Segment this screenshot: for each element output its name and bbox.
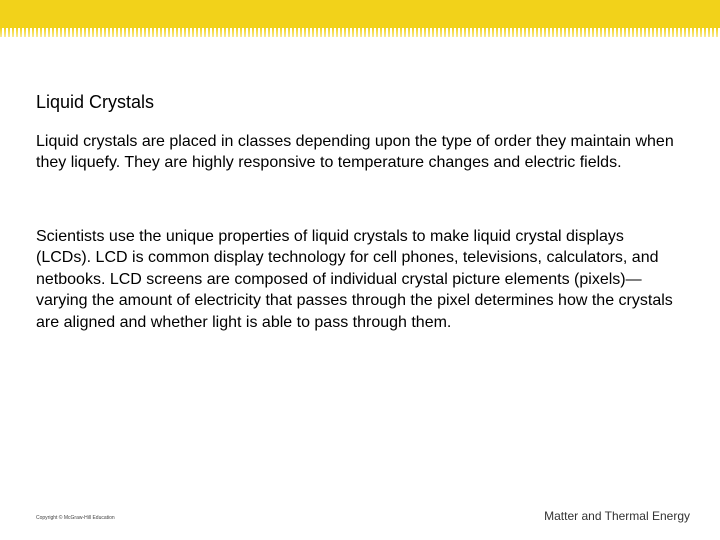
header-stripe-fade bbox=[0, 28, 720, 37]
copyright-notice: Copyright © McGraw-Hill Education bbox=[36, 515, 115, 521]
slide-title: Liquid Crystals bbox=[36, 92, 155, 112]
body-paragraph-1: Liquid crystals are placed in classes depending upon the type of order they maintain when they liquefy. They are highly responsive to temperature changes and electric fields. bbox=[36, 133, 674, 172]
header-accent-band bbox=[0, 0, 720, 28]
body-paragraph-2: Scientists use the unique properties of liquid crystals to make liquid crystal displays (LCDs). LCD is common display technology for cell phones, televisions, calculators, and netbooks. LCD screens are composed of individual crystal picture elements (pixels)—varying the amount of electricity that passes through the pixel determines how the crystals are aligned and whether light is able to pass through them. bbox=[36, 228, 673, 331]
footer-section-label: Matter and Thermal Energy bbox=[544, 509, 690, 523]
